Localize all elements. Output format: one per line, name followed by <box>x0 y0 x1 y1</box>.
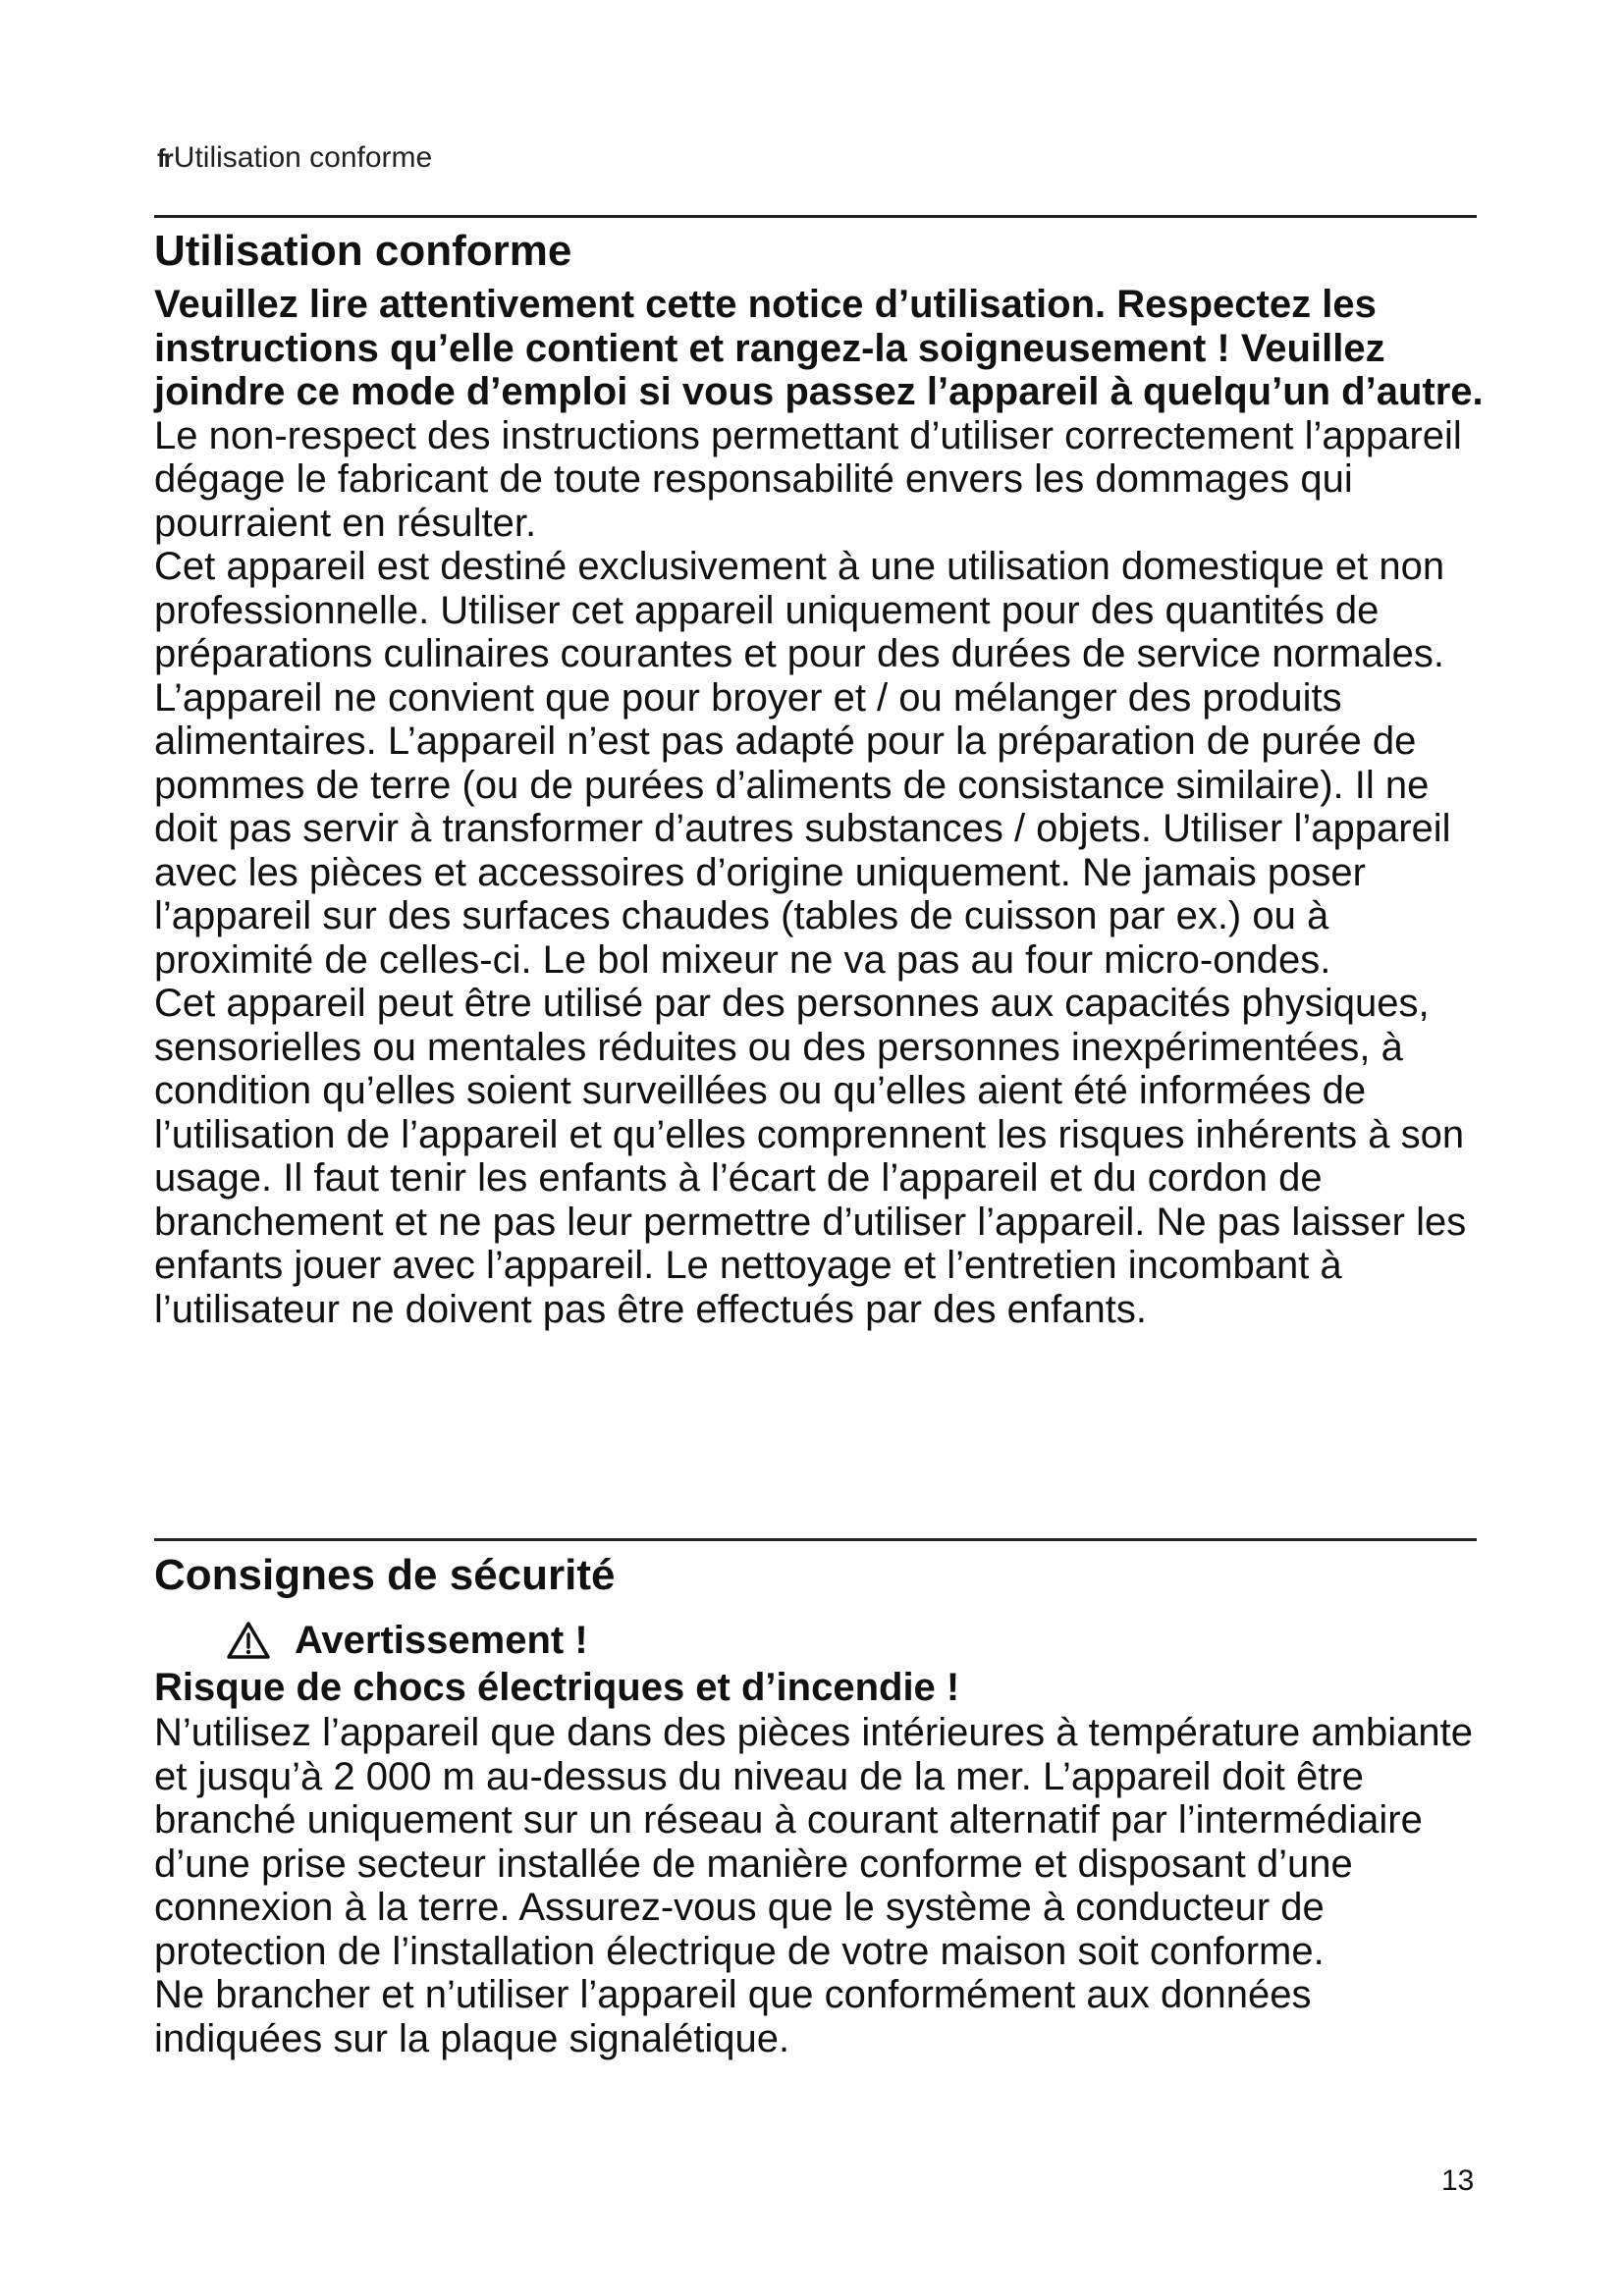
warning-label: Avertissement ! <box>295 1619 588 1662</box>
running-header <box>157 140 432 176</box>
section-consignes-securite <box>154 1546 1489 2060</box>
page-number: 13 <box>1441 2164 1475 2197</box>
section-utilisation-conforme <box>154 222 1489 1331</box>
body-paragraph: Ne brancher et n’utiliser l’appareil que conformément aux données indiquées sur la plaque signalétique. <box>154 1973 1312 2060</box>
risk-title: Risque de chocs électriques et d’incendie ! <box>154 1666 960 1709</box>
section-divider-safety <box>154 1538 1477 1541</box>
lead-paragraph: Veuillez lire attentivement cette notice d’utilisation. Respectez les instructions qu’elle contient et rangez-la soigneusement ! Veuillez joindre ce mode d’emploi si vous passez l’appareil à quelqu’un d’autre. <box>154 283 1484 413</box>
section-divider-top <box>154 215 1477 218</box>
section-title: Utilisation conforme <box>154 227 572 275</box>
body-paragraph: Le non-respect des instructions permettant d’utiliser correctement l’appareil dégage le fabricant de toute responsabilité envers les dommages qui pourraient en résulter. <box>154 413 1462 545</box>
running-title: Utilisation conforme <box>173 141 433 174</box>
section-title: Consignes de sécurité <box>154 1551 616 1599</box>
warning-triangle-icon <box>226 1621 271 1660</box>
body-paragraph: Cet appareil peut être utilisé par des personnes aux capacités physiques, sensorielles ou mentales réduites ou des personnes inexpérimentées, à condition qu’elles soient surveillées ou qu’elles aient été informées de l’utilisation de l’appareil et qu’elles comprennent les risques inhérents à son usage. Il faut tenir les enfants à l’écart de l’appareil et du cordon de branchement et ne pas leur permettre d’utiliser l’appareil. Ne pas laisser les enfants jouer avec l’appareil. Le nettoyage et l’entretien incombant à l’utilisateur ne doivent pas être effectués par des enfants. <box>154 982 1467 1331</box>
warning-heading <box>226 1617 1489 1664</box>
body-paragraph: N’utilisez l’appareil que dans des pièces intérieures à température ambiante et jusqu’à 2 000 m au-dessus du niveau de la mer. L’appareil doit être branché uniquement sur un réseau à courant alternatif par l’intermédiaire d’une prise secteur installée de manière conforme et disposant d’une connexion à la terre. Assurez-vous que le système à conducteur de protection de l’installation électrique de votre maison soit conforme. <box>154 1711 1473 1973</box>
body-paragraph: Cet appareil est destiné exclusivement à une utilisation domestique et non professionnelle. Utiliser cet appareil uniquement pour des quantités de préparations culinaires courantes et pour des durées de service normales. <box>154 545 1445 675</box>
body-paragraph: L’appareil ne convient que pour broyer et / ou mélanger des produits alimentaires. L’appareil n’est pas adapté pour la préparation de purée de pommes de terre (ou de purées d’aliments de consistance similaire). Il ne doit pas servir à transformer d’autres substances / objets. Utiliser l’appareil avec les pièces et accessoires d’origine uniquement. Ne jamais poser l’appareil sur des surfaces chaudes (tables de cuisson par ex.) ou à proximité de celles-ci. Le bol mixeur ne va pas au four micro-ondes. <box>154 675 1451 982</box>
language-mark: fr <box>157 143 172 173</box>
